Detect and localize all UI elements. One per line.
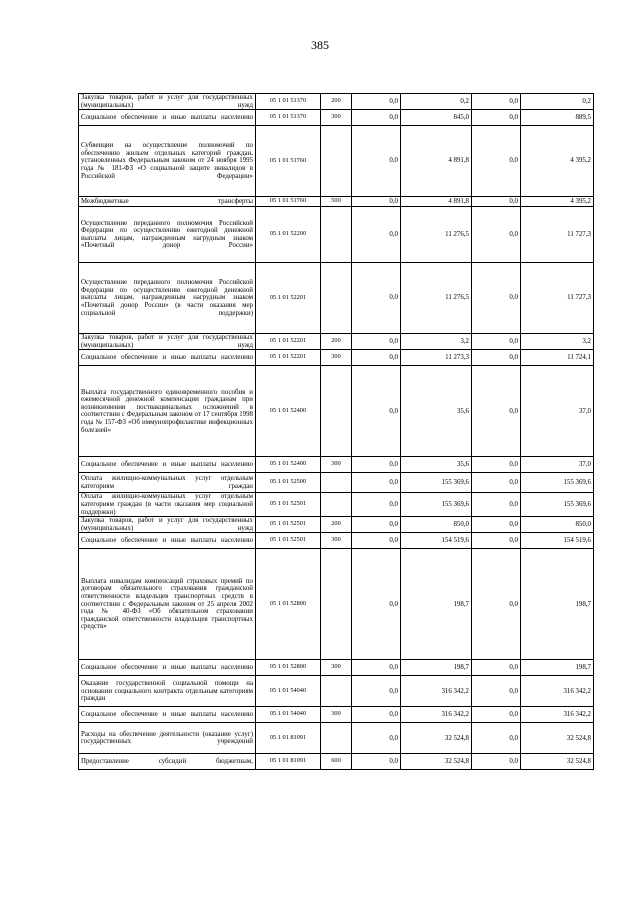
row-value-1: 0,0 — [352, 707, 401, 723]
row-name: Выплата государственного единовременного пособия и ежемесячной денежной компенсации гражданам при возникновении поствакцинальных осложнений в соответствии с Федеральным законом от 17 сентября 1998 года № 157-ФЗ «Об иммунопрофилактике инфекционных болезней» — [79, 366, 256, 457]
row-value-4: 37,0 — [521, 457, 594, 473]
row-code: 05 1 01 54040 — [256, 707, 321, 723]
row-code: 05 1 01 81091 — [256, 754, 321, 770]
row-expense-type: 500 — [321, 197, 352, 207]
row-value-3: 0,0 — [472, 366, 521, 457]
row-value-1: 0,0 — [352, 207, 401, 263]
row-value-1: 0,0 — [352, 334, 401, 350]
row-expense-type: 200 — [321, 517, 352, 533]
row-code: 05 1 01 52201 — [256, 350, 321, 366]
row-expense-type: 300 — [321, 457, 352, 473]
row-name: Межбюджетные трансферты — [79, 197, 256, 207]
row-value-1: 0,0 — [352, 533, 401, 549]
row-value-2: 198,7 — [401, 549, 472, 660]
table-row — [79, 676, 594, 707]
row-expense-type: 600 — [321, 754, 352, 770]
budget-table — [78, 93, 594, 770]
row-value-2: 0,2 — [401, 94, 472, 110]
row-value-4: 37,0 — [521, 366, 594, 457]
row-code: 05 1 01 51370 — [256, 110, 321, 126]
row-name: Закупка товаров, работ и услуг для государственных (муниципальных) нужд — [79, 517, 256, 533]
row-expense-type: 300 — [321, 533, 352, 549]
row-expense-type: 300 — [321, 110, 352, 126]
table-row — [79, 197, 594, 207]
row-name: Социальное обеспечение и иные выплаты населению — [79, 110, 256, 126]
row-code: 05 1 01 52200 — [256, 207, 321, 263]
row-code: 05 1 01 52501 — [256, 493, 321, 517]
row-value-3: 0,0 — [472, 676, 521, 707]
row-value-4: 154 519,6 — [521, 533, 594, 549]
row-code: 05 1 01 52400 — [256, 366, 321, 457]
row-expense-type — [321, 549, 352, 660]
row-value-2: 3,2 — [401, 334, 472, 350]
row-code: 05 1 01 52800 — [256, 549, 321, 660]
row-expense-type — [321, 126, 352, 197]
row-code: 05 1 01 52501 — [256, 533, 321, 549]
row-value-1: 0,0 — [352, 549, 401, 660]
table-row — [79, 723, 594, 754]
row-expense-type — [321, 676, 352, 707]
table-row — [79, 707, 594, 723]
table-row — [79, 263, 594, 334]
row-value-2: 316 342,2 — [401, 676, 472, 707]
table-row — [79, 493, 594, 517]
row-value-4: 32 524,8 — [521, 754, 594, 770]
row-value-2: 11 276,5 — [401, 263, 472, 334]
table-row — [79, 473, 594, 493]
row-value-4: 11 727,3 — [521, 263, 594, 334]
row-expense-type — [321, 723, 352, 754]
table-row — [79, 366, 594, 457]
row-code: 05 1 01 54040 — [256, 676, 321, 707]
row-value-1: 0,0 — [352, 126, 401, 197]
row-value-3: 0,0 — [472, 197, 521, 207]
table-row — [79, 517, 594, 533]
row-code: 05 1 01 52500 — [256, 473, 321, 493]
table-row — [79, 533, 594, 549]
row-value-4: 198,7 — [521, 549, 594, 660]
row-code: 05 1 01 51760 — [256, 126, 321, 197]
row-value-4: 198,7 — [521, 660, 594, 676]
row-value-2: 11 273,3 — [401, 350, 472, 366]
row-name: Социальное обеспечение и иные выплаты населению — [79, 707, 256, 723]
row-value-3: 0,0 — [472, 660, 521, 676]
row-value-3: 0,0 — [472, 533, 521, 549]
row-name: Социальное обеспечение и иные выплаты населению — [79, 350, 256, 366]
row-value-3: 0,0 — [472, 350, 521, 366]
row-value-3: 0,0 — [472, 334, 521, 350]
row-value-3: 0,0 — [472, 110, 521, 126]
row-code: 05 1 01 51370 — [256, 94, 321, 110]
row-value-4: 155 369,6 — [521, 493, 594, 517]
row-value-1: 0,0 — [352, 473, 401, 493]
row-value-4: 850,0 — [521, 517, 594, 533]
row-value-1: 0,0 — [352, 197, 401, 207]
row-value-4: 32 524,8 — [521, 723, 594, 754]
row-value-1: 0,0 — [352, 517, 401, 533]
row-value-3: 0,0 — [472, 457, 521, 473]
row-expense-type — [321, 493, 352, 517]
row-value-2: 32 524,8 — [401, 723, 472, 754]
page-number: 385 — [311, 38, 329, 52]
row-code: 05 1 01 52800 — [256, 660, 321, 676]
table-row — [79, 110, 594, 126]
row-value-3: 0,0 — [472, 754, 521, 770]
row-value-1: 0,0 — [352, 493, 401, 517]
table-row — [79, 549, 594, 660]
row-name: Социальное обеспечение и иные выплаты населению — [79, 533, 256, 549]
row-expense-type — [321, 366, 352, 457]
table-row — [79, 207, 594, 263]
table-row — [79, 754, 594, 770]
row-value-2: 154 519,6 — [401, 533, 472, 549]
row-value-2: 4 891,8 — [401, 197, 472, 207]
row-value-1: 0,0 — [352, 94, 401, 110]
row-name: Выплата инвалидам компенсаций страховых премий по договорам обязательного страхования гражданской ответственности владельцев транспортных средств в соответствии с Федеральным законом от 25 апреля 2002 года № 40-ФЗ «Об обязательном страховании гражданской ответственности владельцев транспортных средств» — [79, 549, 256, 660]
row-value-3: 0,0 — [472, 94, 521, 110]
row-code: 05 1 01 52501 — [256, 517, 321, 533]
row-value-2: 4 891,8 — [401, 126, 472, 197]
row-value-2: 155 369,6 — [401, 493, 472, 517]
row-value-3: 0,0 — [472, 207, 521, 263]
row-value-4: 0,2 — [521, 94, 594, 110]
row-value-4: 3,2 — [521, 334, 594, 350]
row-name: Оказание государственной социальной помощи на основании социального контракта отдельным категориям граждан — [79, 676, 256, 707]
row-name: Субвенции на осуществление полномочий по обеспечению жильем отдельных категорий граждан, установленных Федеральным законом от 24 ноября 1995 года № 181-ФЗ «О социальной защите инвалидов в Российской Федерации» — [79, 126, 256, 197]
table-row — [79, 126, 594, 197]
row-code: 05 1 01 52201 — [256, 263, 321, 334]
row-name: Осуществление переданного полномочия Российской Федерации по осуществлению ежегодной денежной выплаты лицам, награжденным нагрудным знаком «Почетный донор России» (в части оказания мер социальной поддержки) — [79, 263, 256, 334]
row-expense-type: 300 — [321, 660, 352, 676]
row-code: 05 1 01 81091 — [256, 723, 321, 754]
row-expense-type: 300 — [321, 350, 352, 366]
row-value-2: 35,6 — [401, 457, 472, 473]
row-name: Осуществление переданного полномочия Российской Федерации по осуществлению ежегодной денежной выплаты лицам, награжденным нагрудным знаком «Почетный донор России» — [79, 207, 256, 263]
row-value-3: 0,0 — [472, 263, 521, 334]
row-expense-type: 200 — [321, 334, 352, 350]
row-value-4: 11 727,3 — [521, 207, 594, 263]
row-expense-type — [321, 207, 352, 263]
table-row — [79, 350, 594, 366]
row-value-4: 889,5 — [521, 110, 594, 126]
row-value-2: 35,6 — [401, 366, 472, 457]
row-value-3: 0,0 — [472, 723, 521, 754]
table-row — [79, 94, 594, 110]
row-code: 05 1 01 52201 — [256, 334, 321, 350]
row-value-1: 0,0 — [352, 366, 401, 457]
row-name: Закупка товаров, работ и услуг для государственных (муниципальных) нужд — [79, 94, 256, 110]
row-value-4: 155 369,6 — [521, 473, 594, 493]
row-value-4: 316 342,2 — [521, 707, 594, 723]
table-row — [79, 660, 594, 676]
row-value-2: 155 369,6 — [401, 473, 472, 493]
row-value-1: 0,0 — [352, 457, 401, 473]
row-value-2: 845,0 — [401, 110, 472, 126]
row-name: Социальное обеспечение и иные выплаты населению — [79, 660, 256, 676]
row-value-1: 0,0 — [352, 660, 401, 676]
row-value-3: 0,0 — [472, 126, 521, 197]
row-value-1: 0,0 — [352, 263, 401, 334]
row-value-3: 0,0 — [472, 473, 521, 493]
row-value-1: 0,0 — [352, 754, 401, 770]
row-value-2: 11 276,5 — [401, 207, 472, 263]
row-value-4: 4 395,2 — [521, 197, 594, 207]
row-value-4: 11 724,1 — [521, 350, 594, 366]
row-value-2: 316 342,2 — [401, 707, 472, 723]
row-value-4: 4 395,2 — [521, 126, 594, 197]
row-value-3: 0,0 — [472, 517, 521, 533]
row-code: 05 1 01 51760 — [256, 197, 321, 207]
row-expense-type: 200 — [321, 94, 352, 110]
row-value-1: 0,0 — [352, 350, 401, 366]
row-expense-type — [321, 263, 352, 334]
row-value-2: 198,7 — [401, 660, 472, 676]
row-value-1: 0,0 — [352, 110, 401, 126]
row-value-2: 32 524,8 — [401, 754, 472, 770]
row-value-1: 0,0 — [352, 723, 401, 754]
row-name: Закупка товаров, работ и услуг для государственных (муниципальных) нужд — [79, 334, 256, 350]
row-value-4: 316 342,2 — [521, 676, 594, 707]
table-body — [79, 94, 594, 770]
row-value-3: 0,0 — [472, 493, 521, 517]
row-value-2: 850,0 — [401, 517, 472, 533]
row-name: Предоставление субсидий бюджетным, — [79, 754, 256, 770]
table-row — [79, 457, 594, 473]
row-value-3: 0,0 — [472, 707, 521, 723]
table-row — [79, 334, 594, 350]
row-expense-type — [321, 473, 352, 493]
row-name: Расходы на обеспечение деятельности (оказание услуг) государственных учреждений — [79, 723, 256, 754]
row-code: 05 1 01 52400 — [256, 457, 321, 473]
row-expense-type: 300 — [321, 707, 352, 723]
row-value-3: 0,0 — [472, 549, 521, 660]
row-name: Оплата жилищно-коммунальных услуг отдельным категориям граждан — [79, 473, 256, 493]
row-value-1: 0,0 — [352, 676, 401, 707]
row-name: Социальное обеспечение и иные выплаты населению — [79, 457, 256, 473]
row-name: Оплата жилищно-коммунальных услуг отдельным категориям граждан (в части оказания мер социальной поддержки) — [79, 493, 256, 517]
